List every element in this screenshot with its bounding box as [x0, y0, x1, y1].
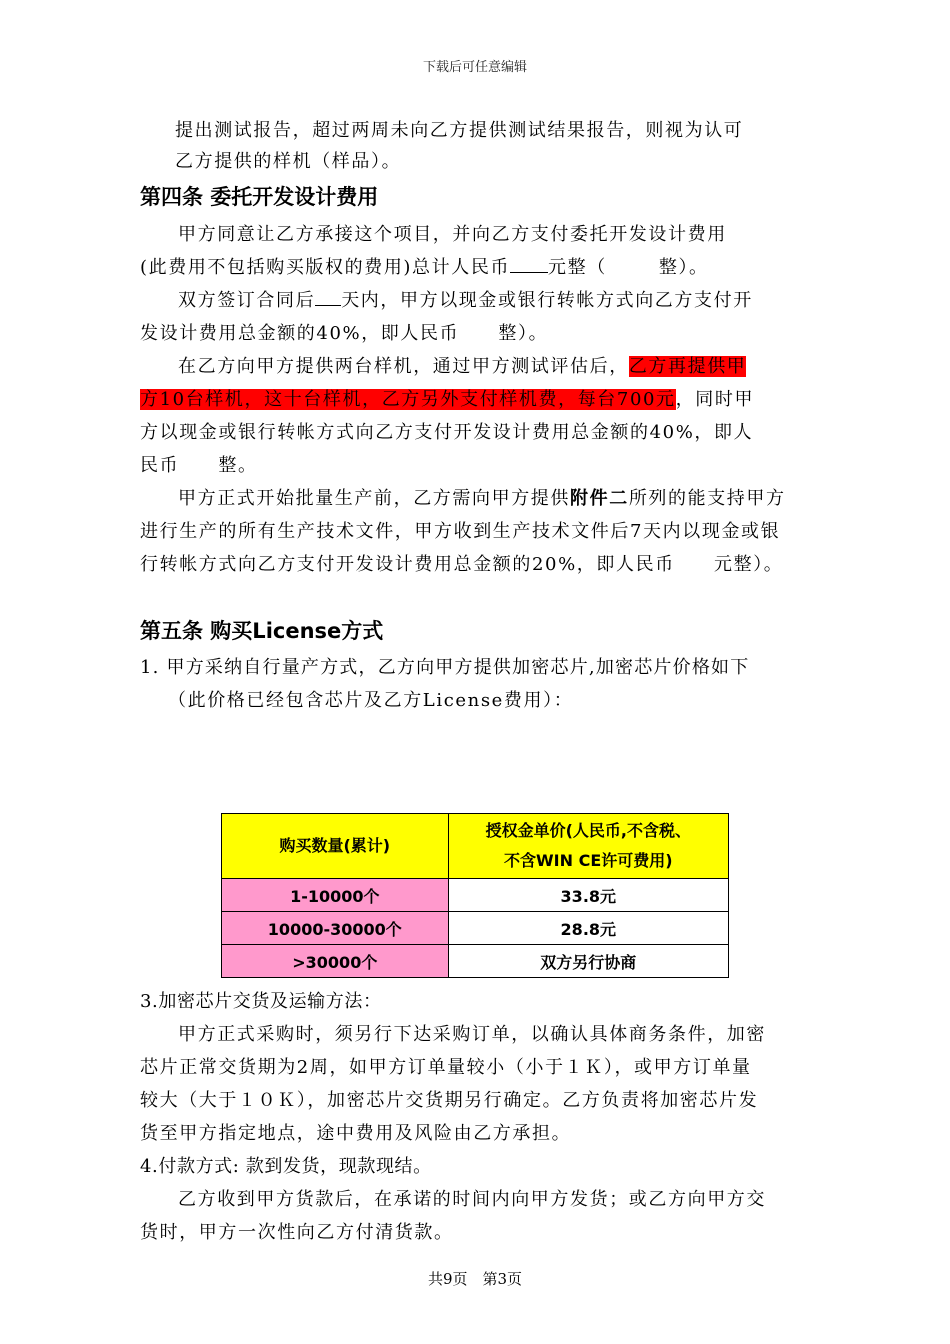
license-price-table	[221, 813, 729, 978]
paragraph-line: 方10台样机，这十台样机，乙方另外支付样机费，每台700元，同时甲	[140, 389, 755, 410]
paragraph-line: 芯片正常交货期为2周，如甲方订单量较小（小于１Ｋ），或甲方订单量	[140, 1057, 752, 1078]
paragraph-line: 货时，甲方一次性向乙方付清货款。	[140, 1222, 454, 1243]
quantity-header: 购买数量(累计)	[222, 814, 449, 879]
paragraph-line: 乙方收到甲方货款后，在承诺的时间内向甲方发货；或乙方向甲方交	[178, 1189, 766, 1210]
price-cell: 33.8元	[448, 879, 728, 912]
article-4-heading: 第四条 委托开发设计费用	[140, 185, 379, 209]
table-header-row	[222, 814, 729, 879]
table-row	[222, 912, 729, 945]
paragraph-line: 甲方同意让乙方承接这个项目，并向乙方支付委托开发设计费用	[178, 224, 727, 245]
paragraph-line: 双方签订合同后 天内，甲方以现金或银行转帐方式向乙方支付开	[178, 286, 753, 312]
paragraph-line: 4.付款方式: 款到发货，现款现结。	[140, 1156, 432, 1177]
paragraph-line: 较大（大于１０Ｋ），加密芯片交货期另行确定。乙方负责将加密芯片发	[140, 1090, 759, 1111]
paragraph-line: 甲方正式采购时，须另行下达采购订单，以确认具体商务条件，加密	[178, 1024, 766, 1045]
article-5-heading: 第五条 购买License方式	[140, 619, 384, 643]
page-header: 下载后可任意编辑	[422, 60, 527, 75]
paragraph-line: 提出测试报告，超过两周未向乙方提供测试结果报告，则视为认可	[175, 120, 744, 141]
table-row	[222, 945, 729, 978]
paragraph-line: 行转帐方式向乙方支付开发设计费用总金额的20%，即人民币 元整）。	[140, 554, 784, 575]
paragraph-line: 发设计费用总金额的40%，即人民币 整）。	[140, 323, 549, 344]
price-cell: 28.8元	[448, 912, 728, 945]
unit-price-header: 授权金单价(人民币,不含税、 不含WIN CE许可费用)	[448, 814, 728, 879]
blank-amount	[510, 254, 548, 273]
paragraph-line: 货至甲方指定地点，途中费用及风险由乙方承担。	[140, 1123, 572, 1144]
attachment-2-ref: 附件二	[570, 488, 629, 509]
paragraph-line: 3.加密芯片交货及运输方法：	[140, 991, 382, 1012]
quantity-cell: >30000个	[222, 945, 449, 978]
paragraph-line: 方以现金或银行转帐方式向乙方支付开发设计费用总金额的40%，即人	[140, 422, 754, 443]
paragraph-line: （此价格已经包含芯片及乙方License费用）：	[168, 690, 574, 711]
quantity-cell: 1-10000个	[222, 879, 449, 912]
page-footer: 共9页 第3页	[427, 1270, 523, 1288]
paragraph-line: 进行生产的所有生产技术文件，甲方收到生产技术文件后7天内以现金或银	[140, 521, 781, 542]
paragraph-line: 乙方提供的样机（样品）。	[175, 151, 402, 172]
highlighted-text: 方10台样机，这十台样机，乙方另外支付样机费，每台700元	[140, 389, 676, 410]
paragraph-line: (此费用不包括购买版权的费用)总计人民币 元整（ 整）。	[140, 253, 709, 279]
table-row	[222, 879, 729, 912]
paragraph-line: 在乙方向甲方提供两台样机，通过甲方测试评估后，乙方再提供甲	[178, 356, 747, 377]
paragraph-line: 甲方正式开始批量生产前，乙方需向甲方提供附件二所列的能支持甲方	[178, 488, 786, 509]
price-cell: 双方另行协商	[448, 945, 728, 978]
paragraph-line: 民币 整。	[140, 455, 258, 476]
highlighted-text: 乙方再提供甲	[628, 356, 747, 377]
paragraph-line: 1. 甲方采纳自行量产方式，乙方向甲方提供加密芯片,加密芯片价格如下	[140, 657, 750, 678]
blank-days	[315, 287, 341, 306]
quantity-cell: 10000-30000个	[222, 912, 449, 945]
